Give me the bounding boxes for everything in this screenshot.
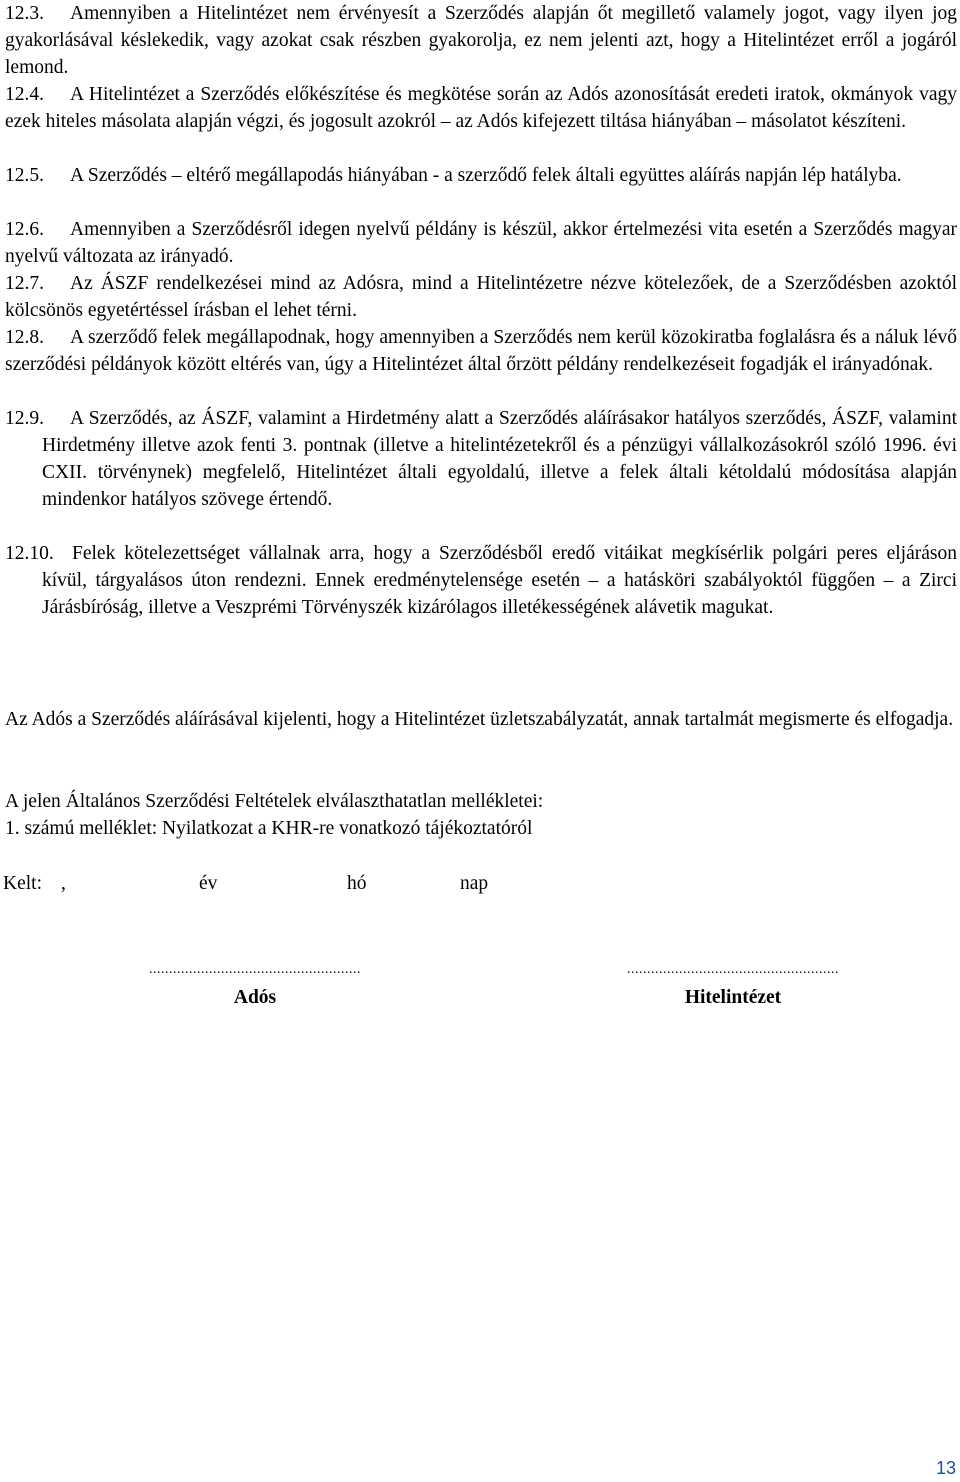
clause-number: 12.8.: [5, 327, 44, 348]
signature-lender-label: Hitelintézet: [684, 987, 782, 1008]
clause-text: Felek kötelezettséget vállalnak arra, hogy a Szerződésből eredő vitáikat megkísérlik polgári peres eljáráson kívül, tárgyalásos úton rendezni. Ennek eredménytelensége esetén – a hatásköri szabályoktól függően – a Zirci Járásbíróság, illetve a Veszprémi Törvényszék kizárólagos illetékességének alávetik magukat.: [42, 543, 957, 618]
clause-text: Az ÁSZF rendelkezései mind az Adósra, mind a Hitelintézetre nézve kötelezőek, de a Szerződésben azoktól kölcsönös egyetértéssel írásban el lehet térni.: [5, 273, 957, 321]
clause-number: 12.5.: [5, 165, 44, 186]
clause-number: 12.6.: [5, 219, 44, 240]
clause-text: Amennyiben a Szerződésről idegen nyelvű példány is készül, akkor értelmezési vita esetén a Szerződés magyar nyelvű változata az irányadó.: [5, 219, 957, 267]
dated-day: nap: [460, 873, 489, 894]
dated-year: év: [199, 873, 218, 894]
clause-12-9: [5, 405, 957, 513]
signature-line: .....................................................: [627, 962, 839, 977]
clause-12-8: [5, 324, 957, 378]
clause-number: 12.9.: [5, 408, 44, 429]
clause-text: A Hitelintézet a Szerződés előkészítése és megkötése során az Adós azonosítását eredeti iratok, okmányok vagy ezek hiteles másolata alapján végzi, és jogosult azokról – az Adós kifejezett tiltása hiányában – másolatot készíteni.: [5, 84, 957, 132]
declaration-paragraph: Az Adós a Szerződés aláírásával kijelenti, hogy a Hitelintézet üzletszabályzatát, annak tartalmát megismerte és elfogadja.: [5, 709, 954, 730]
clause-number: 12.4.: [5, 84, 44, 105]
dated-comma: ,: [61, 873, 66, 894]
clause-text: A Szerződés – eltérő megállapodás hiányában - a szerződő felek általi együttes aláírás napján lép hatályba.: [70, 165, 902, 186]
clause-12-5: [5, 162, 957, 189]
clause-12-10: [5, 540, 957, 621]
clause-text: A szerződő felek megállapodnak, hogy amennyiben a Szerződés nem kerül közokiratba foglalásra és a náluk lévő szerződési példányok között eltérés van, úgy a Hitelintézet által őrzött példány rendelkezéseit fogadják el irányadónak.: [5, 327, 957, 375]
clause-12-3: [5, 0, 957, 81]
signature-debtor-label: Adós: [233, 987, 277, 1008]
dated-line: [5, 870, 605, 897]
signature-debtor: [78, 961, 432, 1013]
page-number: 13: [935, 1458, 956, 1478]
clause-12-7: [5, 270, 957, 324]
annex-item: 1. számú melléklet: Nyilatkozat a KHR-re vonatkozó tájékoztatóról: [5, 818, 533, 839]
clause-12-6: [5, 216, 957, 270]
clause-text: Amennyiben a Hitelintézet nem érvényesít a Szerződés alapján őt megillető valamely jogot, vagy ilyen jog gyakorlásával késlekedik, vagy azokat csak részben gyakorolja, ez nem jelenti azt, hogy a Hitelintézet erről a jogáról lemond.: [5, 3, 957, 78]
dated-label: Kelt:: [3, 873, 42, 894]
clause-number: 12.3.: [5, 3, 44, 24]
signature-line: .....................................................: [149, 962, 361, 977]
clause-text: A Szerződés, az ÁSZF, valamint a Hirdetmény alatt a Szerződés aláírásakor hatályos szerződés, ÁSZF, valamint Hirdetmény illetve azok fenti 3. pontnak (illetve a hitelintézetekről és a pénzügyi vállalkozásokról szóló 1996. évi CXII. törvénynek) megfelelő, Hitelintézet általi egyoldalú, illetve a felek általi kétoldalú módosítása alapján mindenkor hatályos szövege értendő.: [42, 408, 957, 510]
clause-number: 12.10.: [5, 543, 54, 564]
annex-heading: A jelen Általános Szerződési Feltételek elválaszthatatlan mellékletei:: [5, 791, 544, 812]
dated-month: hó: [347, 873, 367, 894]
clause-number: 12.7.: [5, 273, 44, 294]
clause-12-4: [5, 81, 957, 135]
signature-lender: [556, 961, 910, 1013]
